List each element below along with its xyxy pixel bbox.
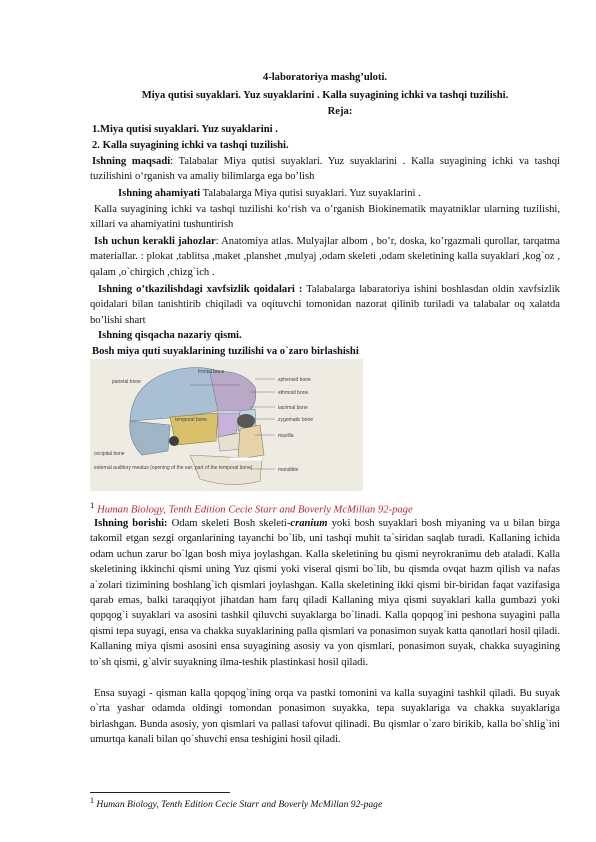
- body-text-1b: yoki bosh suyaklari bosh miyaning va u bilan birga takomil etgan sezgi organlarining tayanchi bo`lib, uni tashqi muhit ta`siridan saqlab turadi. Kallaning ichida odam uchun zarur bo`lgan bosh miya joylashgan. Kalla skeletining bu qismi neyrokranimu deb ataladi. Kalla skeletining ikkinchi qismi uning Yuz qismi yoki viseral qismi bo`lib, bu qismda ovqat hazm qilish va nafas a`zolari tizimining boshlang`ich qismlari joylashgan. Kalla skeletining ikki qismi bir-biridan faqat vazifasiga qarab emas, balki taraqqiyot jihatdan ham farq qiladi Kallaning miya qismi suyaklari kalla gumbazi yoki qopqog`i suyaklari va asosini tashkil qiluvchi suyaklarga bo`linadi. Kalla qopqog`ini peshona suyagini palla qismi tepa suyagi, ensa va chakka suyaklarining palla qismlari va ponasimon suyak katta qanotlari hosil qiladi. Kallaning miya qismi asosini ensa suyagining asosiy va yon qismlari, ponasimon suyak, chakka suyagining to`sh qismi, g`alvir suyakning ilma-teshik plastinkasi hosil qiladi.: [90, 518, 560, 668]
- equipment-text: : Anatomiya atlas. Mulyajlar albom , bo’r, doska, ko’rgazmali qurollar, tarqatma materiallar. : plokat ,tablitsa ,maket ,planshet ,mulyaj ,odam skeleti ,odam skeletining kalla suyaklari ,kog`oz , qalam ,o`chirgich ,chizg`ich .: [90, 236, 560, 278]
- skull-illustration: [90, 359, 363, 491]
- caption-text: Human Biology, Tenth Edition Cecie Starr and Boverly McMillan 92-page: [97, 504, 413, 516]
- procedure-label: Ishning borishi:: [94, 518, 168, 529]
- safety-text: Talabalarga labaratoriya ishini boshlasdan oldin xavfsizlik qoidalari bilan tanishtirib chiqiladi va oqituvchi tomonidan nazorat qilinib turiladi va talabalar oq xalatda bo’lishi shart: [90, 284, 560, 326]
- safety-paragraph: [90, 282, 560, 328]
- footnote: [90, 796, 382, 810]
- label-occipital: occipital bone: [94, 451, 125, 457]
- label-temporal: temporal bone: [175, 417, 207, 423]
- figure-heading: Bosh miya quti suyaklarining tuzilishi va o`zaro birlashishi: [92, 346, 359, 357]
- label-frontal: frontal bone: [198, 369, 225, 375]
- body-paragraph-2: Ensa suyagi - qisman kalla qopqog`ining orqa va pastki tomonini va kalla suyagini tashkil qiladi. Bu suyak o`rta yashar odamda oldingi tomondan ponasimon suyakka, tepa suyaklariga va chakka suyaklariga birlashgan. Bunda asosiy, yon qismlari va pallasi tafovut qilinadi. Bu qismlar o`zaro birikib, kalla bo`shlig`ini umurtqa kanali bilan qo`shuvchi ensa teshigini hosil qiladi.: [90, 688, 560, 746]
- safety-label: Ishning o’tkazilishdagi xavfsizlik qoidalari :: [98, 284, 303, 295]
- skull-figure: [90, 359, 363, 491]
- label-lacrimal: lacrimal bone: [278, 405, 308, 411]
- figure-caption: [90, 498, 413, 518]
- equipment-label: Ish uchun kerakli jahozlar: [94, 236, 216, 247]
- footnote-number: 1: [90, 796, 94, 805]
- goal-label: Ishning maqsadi: [92, 156, 171, 167]
- doc-title: 4-laboratoriya mashg’uloti.: [262, 72, 388, 83]
- caption-footnote-ref: 1: [90, 500, 95, 510]
- importance-cont: Kalla suyagining ichki va tashqi tuzilishi ko‘rish va o’rganish Biokinematik mayatniklar ularning tuzilishi, xillari va ahamiyatini tushuntirish: [90, 204, 560, 231]
- goal-text: : Talabalar Miya qutisi suyaklari. Yuz suyaklarini . Kalla suyagining ichki va tashqi tuzilishini o‘rganish va amaliy bilimlarga ega bo’lish: [90, 156, 560, 183]
- cranium-term: cranium: [290, 518, 328, 529]
- label-parietal: parietal bone: [112, 379, 141, 385]
- footnote-text: Human Biology, Tenth Edition Cecie Starr and Boverly McMillan 92-page: [94, 799, 383, 811]
- goal-paragraph: [90, 154, 560, 185]
- footnote-separator: [90, 792, 230, 793]
- body-text-1a: Odam skeleti Bosh skeleti-: [167, 518, 291, 529]
- body-paragraph-1: [90, 516, 560, 670]
- label-mandible: mandible: [278, 467, 299, 473]
- label-maxilla: maxilla: [278, 433, 294, 439]
- plan-heading: Reja:: [327, 106, 353, 117]
- importance-label: Ishning ahamiyati: [118, 188, 201, 199]
- plan-item-2: 2. Kalla suyagining ichki va tashqi tuzilishi.: [92, 140, 289, 151]
- label-ethmoid: ethmoid bone: [278, 390, 309, 396]
- plan-item-1: 1.Miya qutisi suyaklari. Yuz suyaklarini .: [92, 124, 278, 135]
- theory-heading: Ishning qisqacha nazariy qismi.: [98, 330, 242, 341]
- label-zygomatic: zygomatic bone: [278, 417, 314, 423]
- label-auditory: external auditory meatus (opening of the ear; part of the temporal bone): [94, 465, 253, 471]
- doc-subtitle: Miya qutisi suyaklari. Yuz suyaklarini . Kalla suyagining ichki va tashqi tuzilishi.: [141, 90, 509, 101]
- equipment-paragraph: [90, 234, 560, 280]
- importance-text: Talabalarga Miya qutisi suyaklari. Yuz suyaklarini .: [200, 188, 421, 199]
- label-sphenoid: sphenoid bone: [278, 377, 311, 383]
- importance-line: [118, 186, 558, 201]
